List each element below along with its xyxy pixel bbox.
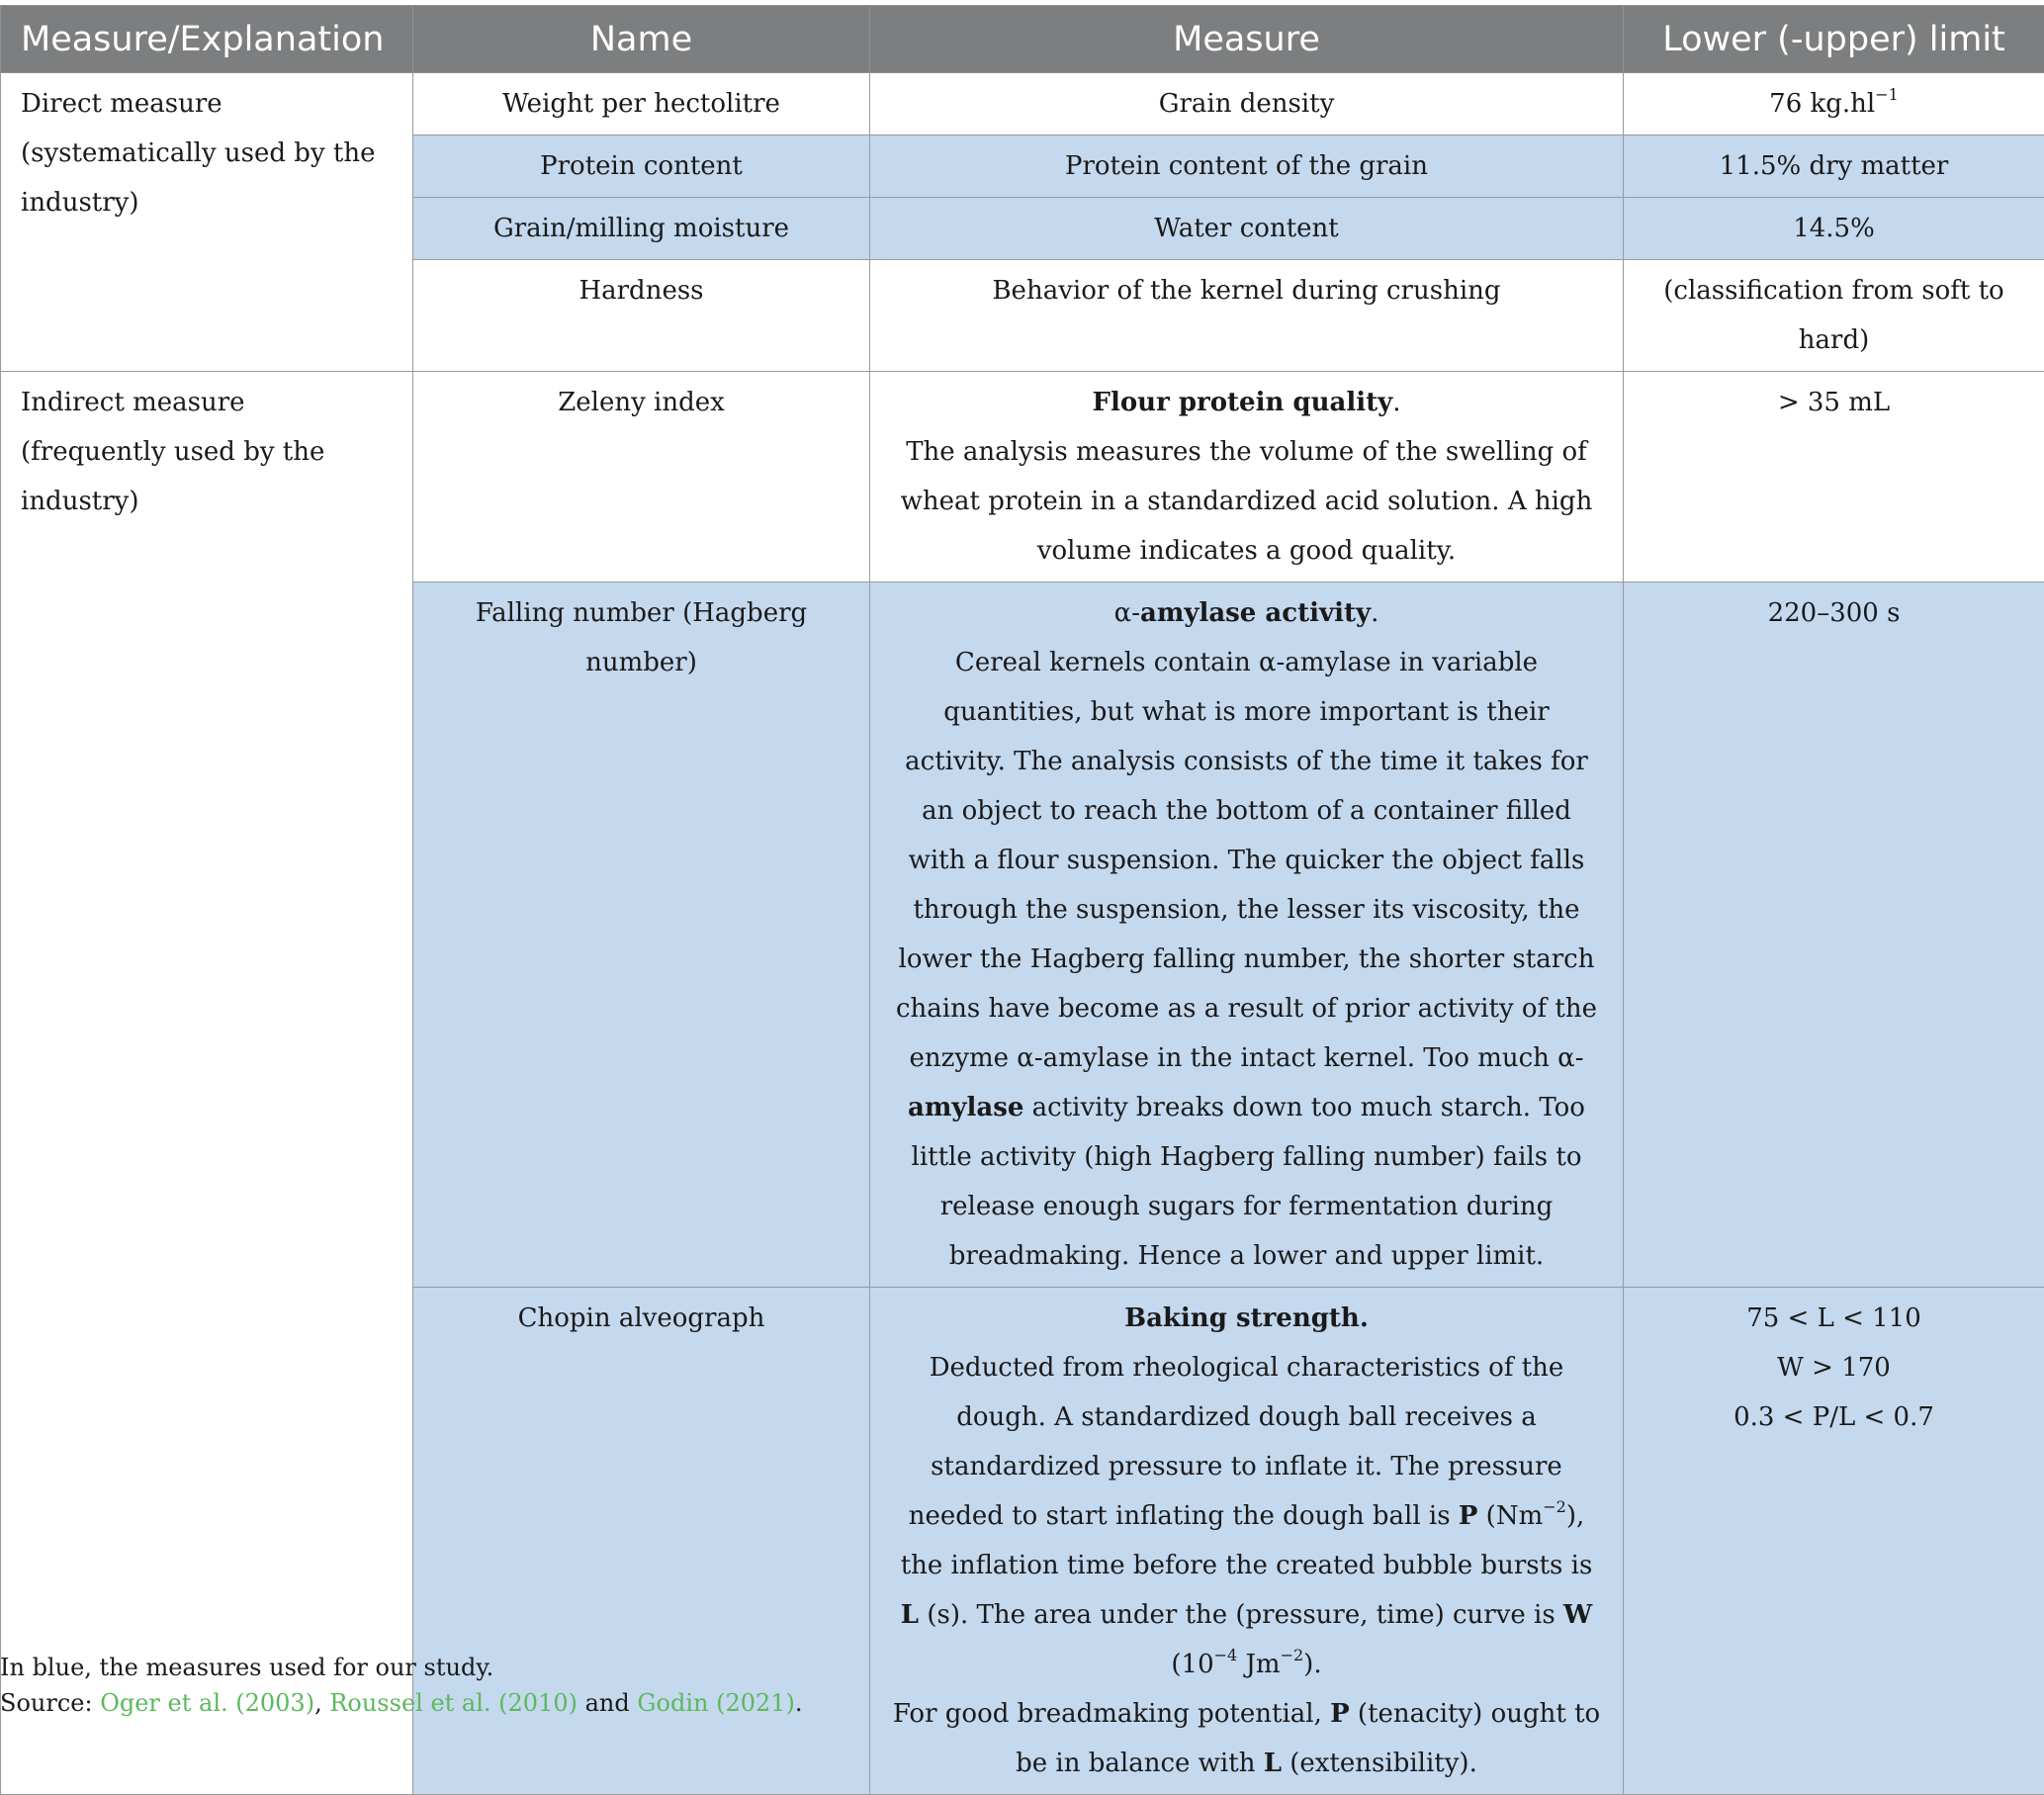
footnote-blue-note: In blue, the measures used for our study. (0, 1650, 493, 1685)
cell-name: Hardness (413, 260, 870, 372)
cell-name: Zeleny index (413, 372, 870, 583)
cell-measure: Behavior of the kernel during crushing (870, 260, 1624, 372)
wheat-quality-measures-table (0, 5, 2044, 1795)
limit-line-l: 75 < L < 110 (1645, 1294, 2022, 1343)
reference-link-roussel[interactable]: Roussel et al. (2010) (329, 1689, 578, 1717)
footnote-source: Source: Oger et al. (2003), Roussel et al. (2010) and Godin (2021). (0, 1685, 803, 1721)
table-row-zeleny-index (1, 372, 2044, 583)
cell-name: Weight per hectolitre (413, 73, 870, 135)
measure-description: Cereal kernels contain α-amylase in variable quantities, but what is more important is their activity. The analysis consists of the time it takes for an object to reach the bottom of a container filled with a flour suspension. The quicker the object falls through the suspension, the lesser its viscosity, the lower the Hagberg falling number, the shorter starch chains have become as a result of prior activity of the enzyme α-amylase in the intact kernel. Too much α-amylase activity breaks down too much starch. Too little activity (high Hagberg falling number) fails to release enough sugars for fermentation during breadmaking. Hence a lower and upper limit. (896, 648, 1597, 1271)
cell-measure (870, 1288, 1624, 1795)
data-table-container (0, 5, 2044, 1795)
measure-title: Baking strength. (1124, 1303, 1369, 1333)
group-label-direct-measure: Direct measure (systematically used by the industry) (1, 73, 413, 372)
cell-name: Protein content (413, 135, 870, 198)
cell-limit: 220–300 s (1624, 583, 2044, 1288)
header-limit: Lower (-upper) limit (1624, 6, 2044, 73)
reference-link-godin[interactable]: Godin (2021) (637, 1689, 795, 1717)
cell-limit (1624, 73, 2044, 135)
cell-measure (870, 372, 1624, 583)
cell-limit: > 35 mL (1624, 372, 2044, 583)
header-measure: Measure (870, 6, 1624, 73)
measure-title: α-amylase activity. (1114, 598, 1379, 628)
group-label-indirect-measure: Indirect measure (frequently used by the industry) (1, 372, 413, 1795)
cell-limit: 11.5% dry matter (1624, 135, 2044, 198)
cell-limit (1624, 1288, 2044, 1795)
header-name: Name (413, 6, 870, 73)
cell-limit: (classification from soft to hard) (1624, 260, 2044, 372)
measure-title: Flour protein quality. (1092, 388, 1400, 417)
cell-measure (870, 583, 1624, 1288)
cell-measure: Grain density (870, 73, 1624, 135)
header-measure-explanation: Measure/Explanation (1, 6, 413, 73)
reference-link-oger[interactable]: Oger et al. (2003) (100, 1689, 314, 1717)
limit-exponent: −1 (1875, 85, 1899, 104)
table-row-weight-per-hectolitre (1, 73, 2044, 135)
limit-value: 76 kg.hl (1769, 89, 1875, 119)
cell-name: Chopin alveograph (413, 1288, 870, 1795)
limit-line-pl: 0.3 < P/L < 0.7 (1645, 1392, 2022, 1442)
measure-description: The analysis measures the volume of the swelling of wheat protein in a standardized acid solution. A high volume indicates a good quality. (901, 437, 1593, 566)
cell-limit: 14.5% (1624, 198, 2044, 260)
cell-name: Grain/milling moisture (413, 198, 870, 260)
header-row (1, 6, 2044, 73)
cell-name: Falling number (Hagberg number) (413, 583, 870, 1288)
limit-line-w: W > 170 (1645, 1343, 2022, 1392)
cell-measure: Water content (870, 198, 1624, 260)
cell-measure: Protein content of the grain (870, 135, 1624, 198)
measure-description: Deducted from rheological characteristics of the dough. A standardized dough ball receives a standardized pressure to inflate it. The pressure needed to start inflating the dough ball is P $(Nm^{-2})$, the inflation time before the created bubble bursts is L (s). The area under the (pressure, time) curve is W ($10^{-4}$ $Jm^{-2}$). (901, 1353, 1593, 1679)
measure-conclusion: For good breadmaking potential, P (tenacity) ought to be in balance with L (extensibility). (893, 1699, 1600, 1778)
